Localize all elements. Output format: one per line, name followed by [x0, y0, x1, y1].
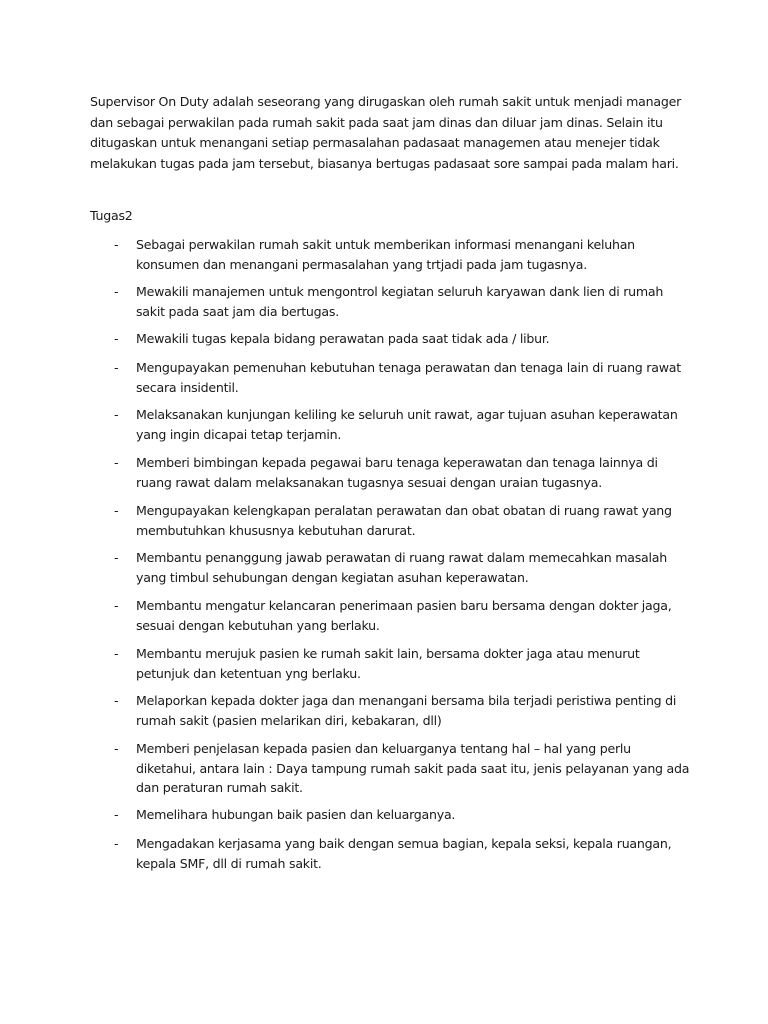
list-bullet: - [114, 360, 119, 375]
task-text: Membantu merujuk pasien ke rumah sakit lain, bersama dokter jaga atau menurut petunjuk dan ketentuan yng berlaku. [136, 646, 640, 681]
task-text: Membantu mengatur kelancaran penerimaan pasien baru bersama dengan dokter jaga, sesuai dengan kebutuhan yang berlaku. [136, 598, 672, 633]
list-bullet: - [114, 693, 119, 708]
tasks-heading: Tugas2 [90, 208, 133, 223]
task-text: Membantu penanggung jawab perawatan di ruang rawat dalam memecahkan masalah yang timbul sehubungan dengan kegiatan asuhan keperawatan. [136, 550, 667, 585]
task-text: Melaporkan kepada dokter jaga dan menangani bersama bila terjadi peristiwa penting di rumah sakit (pasien melarikan diri, kebakaran, dll) [136, 693, 677, 728]
list-bullet: - [114, 503, 119, 518]
task-item [114, 453, 694, 492]
list-bullet: - [114, 284, 119, 299]
task-item [114, 329, 694, 349]
task-text: Mengupayakan pemenuhan kebutuhan tenaga perawatan dan tenaga lain di ruang rawat secara insidentil. [136, 360, 681, 395]
task-item [114, 282, 694, 321]
task-text: Mengupayakan kelengkapan peralatan perawatan dan obat obatan di ruang rawat yang membutuhkan khususnya kebutuhan darurat. [136, 503, 672, 538]
list-bullet: - [114, 407, 119, 422]
task-text: Sebagai perwakilan rumah sakit untuk memberikan informasi menangani keluhan konsumen dan menangani permasalahan yang trtjadi pada jam tugasnya. [136, 237, 635, 272]
list-bullet: - [114, 741, 119, 756]
task-item [114, 805, 694, 825]
task-item [114, 739, 694, 798]
list-bullet: - [114, 836, 119, 851]
task-item [114, 405, 694, 444]
list-bullet: - [114, 550, 119, 565]
task-item [114, 358, 694, 397]
intro-paragraph: Supervisor On Duty adalah seseorang yang dirugaskan oleh rumah sakit untuk menjadi manager dan sebagai perwakilan pada rumah sakit pada saat jam dinas dan diluar jam dinas. Selain itu ditugaskan untuk menangani setiap permasalahan padasaat managemen atau menejer tidak melakukan tugas pada jam tersebut, biasanya bertugas padasaat sore sampai pada malam hari. [90, 94, 682, 171]
task-item [114, 235, 694, 274]
task-text: Melaksanakan kunjungan keliling ke seluruh unit rawat, agar tujuan asuhan keperawatan yang ingin dicapai tetap terjamin. [136, 407, 678, 442]
list-bullet: - [114, 455, 119, 470]
list-bullet: - [114, 807, 119, 822]
task-item [114, 644, 694, 683]
list-bullet: - [114, 331, 119, 346]
task-item [114, 596, 694, 635]
list-bullet: - [114, 237, 119, 252]
list-bullet: - [114, 646, 119, 661]
task-text: Mengadakan kerjasama yang baik dengan semua bagian, kepala seksi, kepala ruangan, kepala SMF, dll di rumah sakit. [136, 836, 672, 871]
task-text: Memelihara hubungan baik pasien dan keluarganya. [136, 807, 456, 822]
task-text: Memberi bimbingan kepada pegawai baru tenaga keperawatan dan tenaga lainnya di ruang rawat dalam melaksanakan tugasnya sesuai dengan uraian tugasnya. [136, 455, 658, 490]
list-bullet: - [114, 598, 119, 613]
task-item [114, 548, 694, 587]
task-item [114, 691, 694, 730]
task-text: Mewakili tugas kepala bidang perawatan pada saat tidak ada / libur. [136, 331, 550, 346]
task-text: Mewakili manajemen untuk mengontrol kegiatan seluruh karyawan dank lien di rumah sakit pada saat jam dia bertugas. [136, 284, 664, 319]
task-text: Memberi penjelasan kepada pasien dan keluarganya tentang hal – hal yang perlu diketahui, antara lain : Daya tampung rumah sakit pada saat itu, jenis pelayanan yang ada dan peraturan rumah sakit. [136, 741, 690, 795]
task-item [114, 501, 694, 540]
task-item [114, 834, 694, 873]
